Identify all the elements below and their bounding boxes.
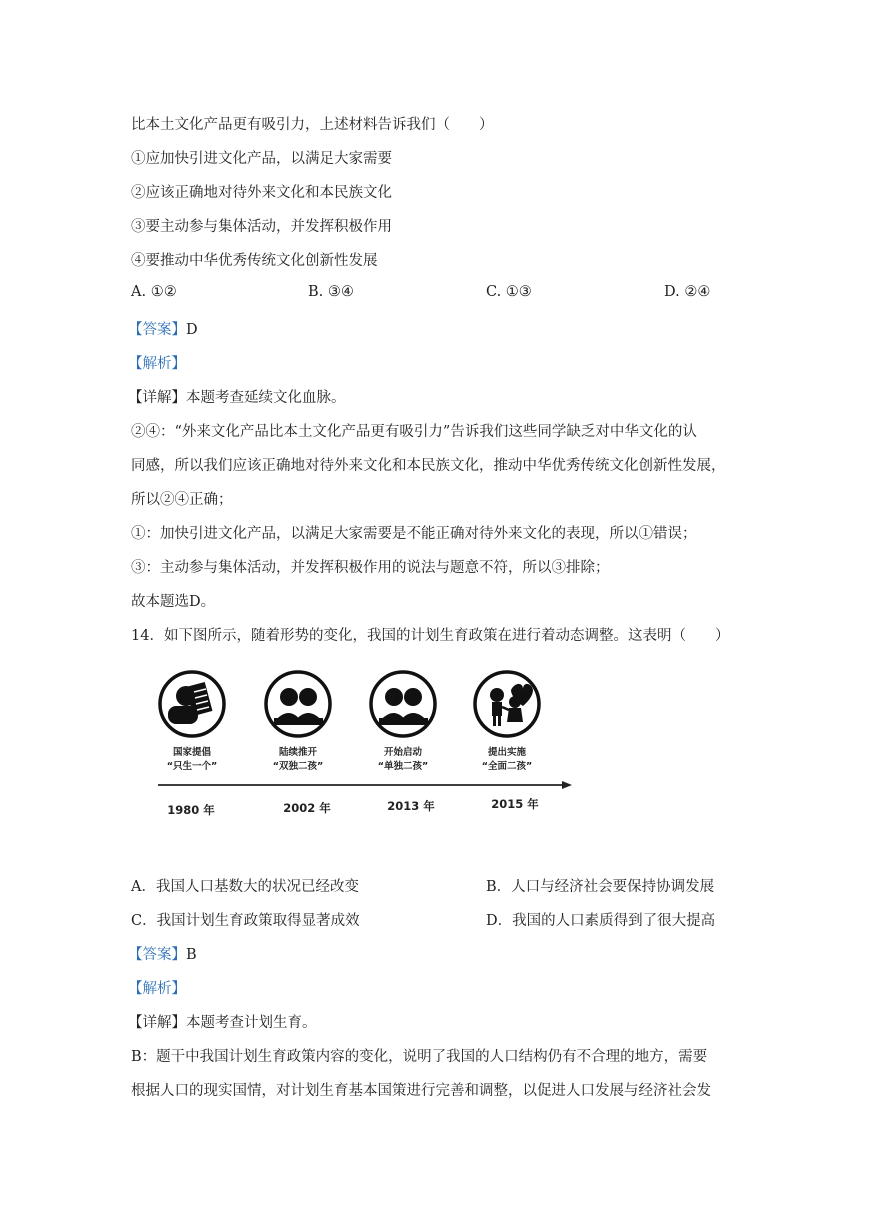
year-2013: 2013 年 <box>387 799 435 813</box>
q13-statement-4: ④要推动中华优秀传统文化创新性发展 <box>131 253 378 269</box>
detail-text: 本题考查延续文化血脉。 <box>186 390 346 406</box>
q14-explain-1: B：题干中我国计划生育政策内容的变化，说明了我国的人口结构仍有不合理的地方，需要 <box>131 1049 708 1065</box>
q14-explain-2: 根据人口的现实国情，对计划生育基本国策进行完善和调整，以促进人口发展与经济社会发 <box>131 1083 711 1099</box>
q14-option-b: B．人口与经济社会要保持协调发展 <box>486 879 715 895</box>
q14-option-c: C．我国计划生育政策取得显著成效 <box>131 913 360 929</box>
q13-explain-6: 故本题选D。 <box>131 594 216 610</box>
event-1980-label: 国家提倡 “只生一个” <box>166 747 218 772</box>
year-2015: 2015 年 <box>491 797 539 811</box>
icon-couple-two-only <box>266 672 330 736</box>
year-2002: 2002 年 <box>283 801 331 815</box>
q13-explain-4: ①：加快引进文化产品，以满足大家需要是不能正确对待外来文化的表现，所以①错误； <box>131 526 697 542</box>
q14-answer <box>128 943 197 964</box>
year-1980: 1980 年 <box>167 803 215 817</box>
intro-line: 比本土文化产品更有吸引力，上述材料告诉我们（ ） <box>131 117 494 133</box>
q14-detail <box>128 1011 317 1032</box>
q13-explain-1: ②④：“外来文化产品比本土文化产品更有吸引力”告诉我们这些同学缺乏对中华文化的认 <box>131 424 697 440</box>
detail-text: 本题考查计划生育。 <box>186 1015 317 1031</box>
q13-explain-2: 同感，所以我们应该正确地对待外来文化和本民族文化，推动中华优秀传统文化创新性发展， <box>131 458 726 474</box>
q13-explain-3: 所以②④正确； <box>131 492 233 508</box>
answer-tag: 【答案】 <box>128 322 186 338</box>
q13-option-c: C. ①③ <box>486 284 532 300</box>
event-2015-label: 提出实施 “全面二孩” <box>481 747 533 772</box>
q13-option-d: D. ②④ <box>664 284 711 300</box>
detail-tag: 【详解】 <box>128 1015 186 1031</box>
q13-analysis-tag: 【解析】 <box>128 356 186 372</box>
icon-two-children <box>475 672 539 736</box>
answer-value: B <box>186 947 197 963</box>
policy-timeline-figure <box>150 664 580 824</box>
q13-option-a: A. ①② <box>131 284 177 300</box>
q13-detail <box>128 386 346 407</box>
answer-tag: 【答案】 <box>128 947 186 963</box>
q14-option-d: D．我国的人口素质得到了很大提高 <box>486 913 716 929</box>
q13-statement-1: ①应加快引进文化产品，以满足大家需要 <box>131 151 392 167</box>
event-2013-label: 开始启动 “单独二孩” <box>377 747 429 772</box>
q14-stem: 14．如下图所示，随着形势的变化，我国的计划生育政策在进行着动态调整。这表明（ ） <box>131 628 730 644</box>
q13-answer <box>128 318 198 339</box>
q13-option-b: B. ③④ <box>308 284 354 300</box>
q14-option-a: A．我国人口基数大的状况已经改变 <box>131 879 359 895</box>
icon-one-child <box>160 672 224 736</box>
q13-explain-5: ③：主动参与集体活动，并发挥积极作用的说法与题意不符，所以③排除； <box>131 560 610 576</box>
q13-statement-2: ②应该正确地对待外来文化和本民族文化 <box>131 185 392 201</box>
detail-tag: 【详解】 <box>128 390 186 406</box>
icon-couple-single <box>371 672 435 736</box>
q14-analysis-tag: 【解析】 <box>128 981 186 997</box>
q13-statement-3: ③要主动参与集体活动，并发挥积极作用 <box>131 219 392 235</box>
answer-value: D <box>186 322 198 338</box>
event-2002-label: 陆续推开 “双独二孩” <box>272 747 324 772</box>
